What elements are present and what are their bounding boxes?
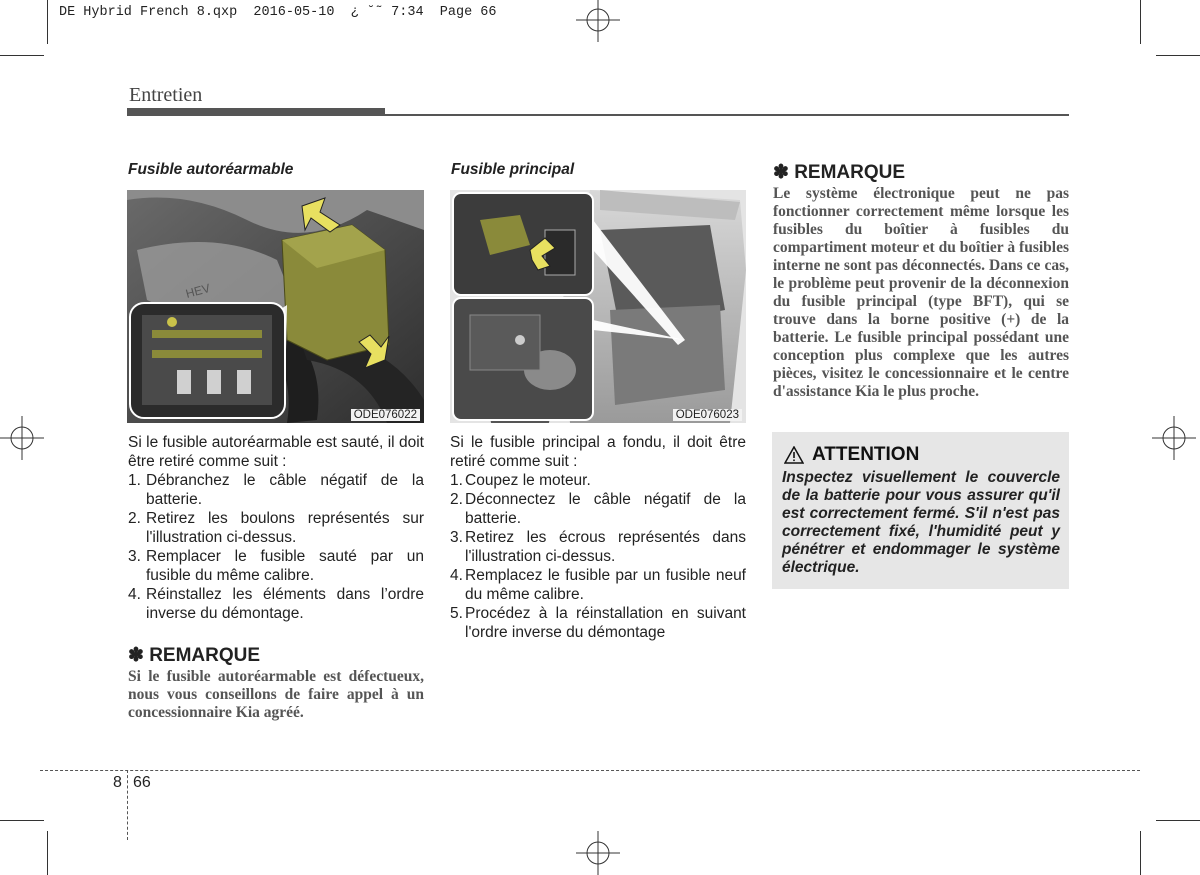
crop-mark-top-left-v (47, 0, 48, 44)
note-title: ✽ REMARQUE (773, 162, 906, 183)
list-item: 3. Remplacer le fusible sauté par un fusible du même calibre. (128, 548, 424, 584)
list-item: 1. Débranchez le câble négatif de la batterie. (128, 472, 424, 508)
crop-mark-bottom-right-v (1140, 831, 1141, 875)
list-item: 4. Réinstallez les éléments dans l’ordre inverse du démontage. (128, 586, 424, 622)
note-body: Si le fusible autoréarmable est défectueux, nous vous conseillons de faire appel à un concessionnaire Kia agréé. (128, 668, 424, 721)
list-item: 5. Procédez à la réinstallation en suivant l'ordre inverse du démontage (450, 605, 746, 641)
figure-code: ODE076022 (351, 409, 420, 421)
crop-mark-top-right-h (1156, 55, 1200, 56)
list-item: 2. Retirez les boulons représentés sur l'illustration ci-dessus. (128, 510, 424, 546)
list-item: 4. Remplacez le fusible par un fusible neuf du même calibre. (450, 567, 746, 603)
crop-mark-top-right-v (1140, 0, 1141, 44)
section-title-resettable-fuse: Fusible autoréarmable (128, 161, 294, 178)
section-title-main-fuse: Fusible principal (451, 161, 575, 178)
crop-mark-bottom-right-h (1156, 820, 1200, 821)
registration-mark-icon (0, 416, 44, 460)
steps-list-resettable (128, 471, 424, 623)
figure-main-fuse (450, 190, 746, 423)
footer-divider (127, 770, 128, 840)
note-title: ✽ REMARQUE (128, 645, 261, 666)
header-rule-thin (385, 114, 1069, 116)
crop-mark-bottom-left-h (0, 820, 44, 821)
trunk-illustration (450, 190, 746, 423)
figure-resettable-fuse (127, 190, 424, 423)
attention-heading (784, 444, 919, 466)
steps-list-main (450, 471, 746, 642)
note-body: Le système électronique peut ne pas fonctionner correctement même lorsque les fusibles du boîtier à fusibles du compartiment moteur et du boîtier à fusibles interne ne sont pas déconnectés. Dans ce cas, le problème peut provenir de la déconnexion du fusible principal (type BFT), qui se trouve dans la borne positive (+) de la batterie. Le fusible principal possédant une conception plus complexe que les autres pièces, visitez le concessionnaire et le centre d'assistance Kia le plus proche. (773, 185, 1069, 400)
footer-rule (40, 770, 1140, 771)
svg-text:HEV: HEV (184, 280, 212, 301)
attention-title: ATTENTION (812, 444, 920, 465)
attention-body: Inspectez visuellement le couvercle de la batterie pour vous assurer qu'il est correctement fermé. S'il n'est pas correctement fixé, l'humidité peut y pénétrer et endommager le système électrique. (782, 469, 1060, 576)
chapter-number: 8 (113, 774, 122, 791)
print-slug: DE Hybrid French 8.qxp 2016-05-10 ¿ ˘˜ 7:34 Page 66 (59, 5, 497, 20)
figure-code: ODE076023 (673, 409, 742, 421)
list-item: 3. Retirez les écrous représentés dans l'illustration ci-dessus. (450, 529, 746, 565)
crop-mark-top-left-h (0, 55, 44, 56)
intro-text: Si le fusible principal a fondu, il doit être retiré comme suit : (450, 434, 746, 470)
warning-triangle-icon (784, 446, 804, 464)
list-item: 1. Coupez le moteur. (450, 472, 591, 489)
crop-mark-bottom-left-v (47, 831, 48, 875)
engine-bay-illustration (127, 190, 424, 423)
chapter-title: Entretien (129, 84, 203, 106)
attention-box (772, 432, 1069, 589)
list-item: 2. Déconnectez le câble négatif de la batterie. (450, 491, 746, 527)
registration-mark-icon (576, 831, 620, 875)
registration-mark-icon (1152, 416, 1196, 460)
header-rule-thick (127, 108, 385, 116)
registration-mark-icon (576, 0, 620, 44)
page-number: 66 (133, 774, 151, 791)
intro-text: Si le fusible autoréarmable est sauté, il doit être retiré comme suit : (128, 434, 424, 470)
